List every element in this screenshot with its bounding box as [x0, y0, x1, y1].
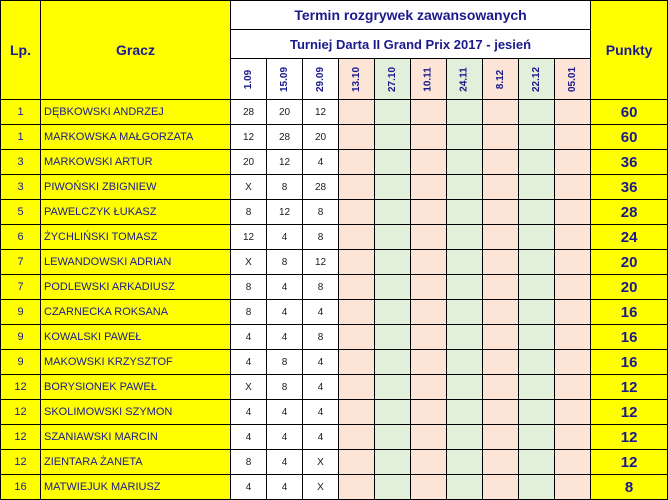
table-row [1, 300, 668, 325]
points-cell: 28 [591, 200, 668, 225]
score-cell: 8 [267, 250, 303, 275]
score-cell [555, 375, 591, 400]
score-cell: 4 [231, 400, 267, 425]
date-header-3 [339, 59, 375, 100]
points-cell: 60 [591, 100, 668, 125]
score-cell [519, 350, 555, 375]
score-cell [483, 125, 519, 150]
score-cell: 8 [267, 375, 303, 400]
player-name-cell: MARKOWSKI ARTUR [41, 150, 231, 175]
score-cell: 8 [267, 350, 303, 375]
player-name-cell: MARKOWSKA MAŁGORZATA [41, 125, 231, 150]
score-cell [483, 175, 519, 200]
score-cell [339, 300, 375, 325]
points-column-header: Punkty [591, 1, 668, 100]
score-cell: 4 [303, 375, 339, 400]
score-cell [447, 225, 483, 250]
score-cell [555, 425, 591, 450]
table-row [1, 125, 668, 150]
score-cell [447, 275, 483, 300]
points-cell: 12 [591, 425, 668, 450]
score-cell: 28 [267, 125, 303, 150]
score-cell [339, 175, 375, 200]
score-cell: 12 [231, 225, 267, 250]
score-cell: 4 [303, 300, 339, 325]
score-cell: 4 [267, 450, 303, 475]
score-cell: 8 [303, 275, 339, 300]
score-cell [555, 200, 591, 225]
points-cell: 12 [591, 375, 668, 400]
score-cell: 8 [231, 450, 267, 475]
player-name-cell: PAWELCZYK ŁUKASZ [41, 200, 231, 225]
score-cell [519, 200, 555, 225]
score-cell [555, 250, 591, 275]
score-cell [519, 125, 555, 150]
score-cell [339, 425, 375, 450]
table-row [1, 350, 668, 375]
score-cell [555, 450, 591, 475]
score-cell: 4 [231, 425, 267, 450]
score-cell: 20 [231, 150, 267, 175]
score-cell [411, 225, 447, 250]
points-cell: 20 [591, 250, 668, 275]
score-cell [519, 325, 555, 350]
date-header-4 [375, 59, 411, 100]
points-cell: 12 [591, 450, 668, 475]
score-cell: 12 [303, 250, 339, 275]
score-cell [555, 350, 591, 375]
score-cell: 8 [303, 225, 339, 250]
score-cell [555, 400, 591, 425]
score-cell [411, 400, 447, 425]
score-cell: 4 [303, 400, 339, 425]
score-cell [519, 375, 555, 400]
score-cell [375, 350, 411, 375]
date-label: 24.11 [458, 66, 470, 92]
score-cell [555, 225, 591, 250]
score-cell: 8 [303, 200, 339, 225]
score-cell [375, 250, 411, 275]
score-cell: 12 [267, 200, 303, 225]
player-name-cell: LEWANDOWSKI ADRIAN [41, 250, 231, 275]
score-cell: 4 [267, 400, 303, 425]
score-cell [375, 475, 411, 500]
score-cell: 4 [231, 350, 267, 375]
date-label: 05.01 [567, 66, 579, 92]
score-cell [339, 250, 375, 275]
score-cell [447, 300, 483, 325]
table-row [1, 150, 668, 175]
points-cell: 36 [591, 175, 668, 200]
points-cell: 16 [591, 300, 668, 325]
score-cell [555, 300, 591, 325]
rank-cell: 7 [1, 250, 41, 275]
score-cell [411, 375, 447, 400]
date-label: 29.09 [315, 66, 326, 92]
score-cell [339, 400, 375, 425]
score-cell [411, 325, 447, 350]
score-cell [483, 200, 519, 225]
score-cell: 4 [267, 425, 303, 450]
rank-cell: 12 [1, 425, 41, 450]
score-cell [447, 450, 483, 475]
score-cell [339, 325, 375, 350]
score-cell [447, 125, 483, 150]
lp-column-header: Lp. [1, 1, 41, 100]
score-cell [447, 375, 483, 400]
rank-cell: 12 [1, 375, 41, 400]
date-label: 13.10 [351, 66, 362, 92]
score-cell [411, 475, 447, 500]
score-cell [519, 475, 555, 500]
score-cell [411, 125, 447, 150]
player-name-cell: BORYSIONEK PAWEŁ [41, 375, 231, 400]
score-cell: 20 [303, 125, 339, 150]
rank-cell: 12 [1, 400, 41, 425]
score-cell [519, 275, 555, 300]
score-cell: 8 [231, 200, 267, 225]
score-cell: 8 [231, 275, 267, 300]
score-cell [519, 400, 555, 425]
score-cell [483, 450, 519, 475]
score-cell [411, 275, 447, 300]
date-label: 1.09 [243, 69, 254, 89]
score-cell [483, 275, 519, 300]
score-cell [339, 125, 375, 150]
score-cell [447, 150, 483, 175]
score-cell: 4 [267, 475, 303, 500]
score-cell [375, 225, 411, 250]
date-header-9 [555, 59, 591, 100]
score-cell: 8 [303, 325, 339, 350]
score-cell [411, 200, 447, 225]
score-cell [339, 375, 375, 400]
score-cell: 12 [267, 150, 303, 175]
score-cell [519, 300, 555, 325]
standings-body [1, 100, 668, 500]
score-cell [555, 150, 591, 175]
score-cell: 4 [231, 475, 267, 500]
rank-cell: 7 [1, 275, 41, 300]
table-row [1, 450, 668, 475]
score-cell [411, 250, 447, 275]
date-label: 10.11 [422, 66, 434, 92]
rank-cell: 3 [1, 175, 41, 200]
score-cell [375, 150, 411, 175]
score-cell [483, 100, 519, 125]
date-header-2 [303, 59, 339, 100]
score-cell: X [231, 250, 267, 275]
points-cell: 16 [591, 350, 668, 375]
table-row [1, 250, 668, 275]
score-cell: X [303, 475, 339, 500]
score-cell [375, 400, 411, 425]
score-cell [519, 450, 555, 475]
score-cell [411, 300, 447, 325]
score-cell: X [231, 175, 267, 200]
rank-cell: 9 [1, 300, 41, 325]
score-cell [375, 450, 411, 475]
score-cell [555, 125, 591, 150]
score-cell [447, 100, 483, 125]
score-cell [555, 475, 591, 500]
date-label: 8.12 [495, 69, 506, 89]
table-row [1, 275, 668, 300]
score-cell [483, 150, 519, 175]
score-cell: 4 [267, 325, 303, 350]
score-cell [375, 325, 411, 350]
date-header-8 [519, 59, 555, 100]
score-cell [483, 250, 519, 275]
rank-cell: 1 [1, 100, 41, 125]
score-cell [339, 100, 375, 125]
score-cell [411, 150, 447, 175]
score-cell [447, 350, 483, 375]
date-label: 27.10 [387, 66, 398, 92]
table-row [1, 425, 668, 450]
score-cell [555, 100, 591, 125]
score-cell [555, 175, 591, 200]
points-cell: 16 [591, 325, 668, 350]
rank-cell: 16 [1, 475, 41, 500]
score-cell [483, 400, 519, 425]
score-cell [483, 350, 519, 375]
rank-cell: 5 [1, 200, 41, 225]
table-row [1, 400, 668, 425]
score-cell [411, 175, 447, 200]
score-cell: 28 [303, 175, 339, 200]
score-cell: 4 [267, 275, 303, 300]
points-cell: 60 [591, 125, 668, 150]
score-cell [519, 225, 555, 250]
points-cell: 20 [591, 275, 668, 300]
rank-cell: 9 [1, 350, 41, 375]
date-header-7 [483, 59, 519, 100]
score-cell [447, 400, 483, 425]
player-name-cell: PIWOŃSKI ZBIGNIEW [41, 175, 231, 200]
score-cell [339, 450, 375, 475]
score-cell [411, 450, 447, 475]
date-header-0 [231, 59, 267, 100]
score-cell [339, 350, 375, 375]
score-cell [375, 300, 411, 325]
rank-cell: 6 [1, 225, 41, 250]
score-cell [411, 100, 447, 125]
score-cell [555, 325, 591, 350]
score-cell [555, 275, 591, 300]
score-cell: X [231, 375, 267, 400]
score-cell [483, 425, 519, 450]
score-cell [519, 150, 555, 175]
player-name-cell: DĘBKOWSKI ANDRZEJ [41, 100, 231, 125]
score-cell: 4 [303, 350, 339, 375]
player-column-header: Gracz [41, 1, 231, 100]
player-name-cell: MATWIEJUK MARIUSZ [41, 475, 231, 500]
tournament-subtitle: Turniej Darta II Grand Prix 2017 - jesień [231, 30, 591, 59]
points-cell: 24 [591, 225, 668, 250]
score-cell [447, 325, 483, 350]
score-cell [375, 200, 411, 225]
score-cell [447, 175, 483, 200]
score-cell [375, 175, 411, 200]
table-row [1, 200, 668, 225]
score-cell [519, 175, 555, 200]
table-row [1, 225, 668, 250]
player-name-cell: MAKOWSKI KRZYSZTOF [41, 350, 231, 375]
points-cell: 36 [591, 150, 668, 175]
score-cell [411, 425, 447, 450]
rank-cell: 12 [1, 450, 41, 475]
score-cell: 4 [303, 425, 339, 450]
points-cell: 8 [591, 475, 668, 500]
date-header-6 [447, 59, 483, 100]
player-name-cell: PODLEWSKI ARKADIUSZ [41, 275, 231, 300]
player-name-cell: SKOLIMOWSKI SZYMON [41, 400, 231, 425]
score-cell [519, 425, 555, 450]
score-cell [519, 100, 555, 125]
score-cell [375, 100, 411, 125]
score-cell [339, 150, 375, 175]
score-cell: 8 [267, 175, 303, 200]
score-cell [483, 225, 519, 250]
player-name-cell: ZIENTARA ŻANETA [41, 450, 231, 475]
score-cell [483, 375, 519, 400]
rank-cell: 3 [1, 150, 41, 175]
table-row [1, 175, 668, 200]
score-cell: 28 [231, 100, 267, 125]
score-cell: 4 [267, 300, 303, 325]
player-name-cell: SZANIAWSKI MARCIN [41, 425, 231, 450]
score-cell [447, 475, 483, 500]
score-cell [375, 425, 411, 450]
points-cell: 12 [591, 400, 668, 425]
score-cell [411, 350, 447, 375]
rank-cell: 1 [1, 125, 41, 150]
player-name-cell: CZARNECKA ROKSANA [41, 300, 231, 325]
rank-cell: 9 [1, 325, 41, 350]
score-cell [483, 475, 519, 500]
score-cell: 8 [231, 300, 267, 325]
score-cell: 4 [267, 225, 303, 250]
player-name-cell: KOWALSKI PAWEŁ [41, 325, 231, 350]
table-row [1, 375, 668, 400]
score-cell [339, 225, 375, 250]
table-row [1, 475, 668, 500]
score-cell: 20 [267, 100, 303, 125]
player-name-cell: ŻYCHLIŃSKI TOMASZ [41, 225, 231, 250]
date-header-5 [411, 59, 447, 100]
score-cell [339, 475, 375, 500]
score-cell [447, 200, 483, 225]
score-cell [483, 325, 519, 350]
score-cell [483, 300, 519, 325]
score-cell: 12 [303, 100, 339, 125]
score-cell [339, 200, 375, 225]
score-cell [375, 125, 411, 150]
table-row [1, 325, 668, 350]
score-cell [375, 275, 411, 300]
date-header-1 [267, 59, 303, 100]
score-cell: X [303, 450, 339, 475]
page-title: Termin rozgrywek zawansowanych [231, 1, 591, 30]
score-cell [519, 250, 555, 275]
score-cell: 12 [231, 125, 267, 150]
score-cell [375, 375, 411, 400]
score-cell [447, 425, 483, 450]
score-cell [447, 250, 483, 275]
date-label: 22.12 [531, 66, 542, 92]
date-label: 15.09 [279, 66, 290, 92]
score-cell [339, 275, 375, 300]
table-row [1, 100, 668, 125]
score-cell: 4 [303, 150, 339, 175]
score-cell: 4 [231, 325, 267, 350]
